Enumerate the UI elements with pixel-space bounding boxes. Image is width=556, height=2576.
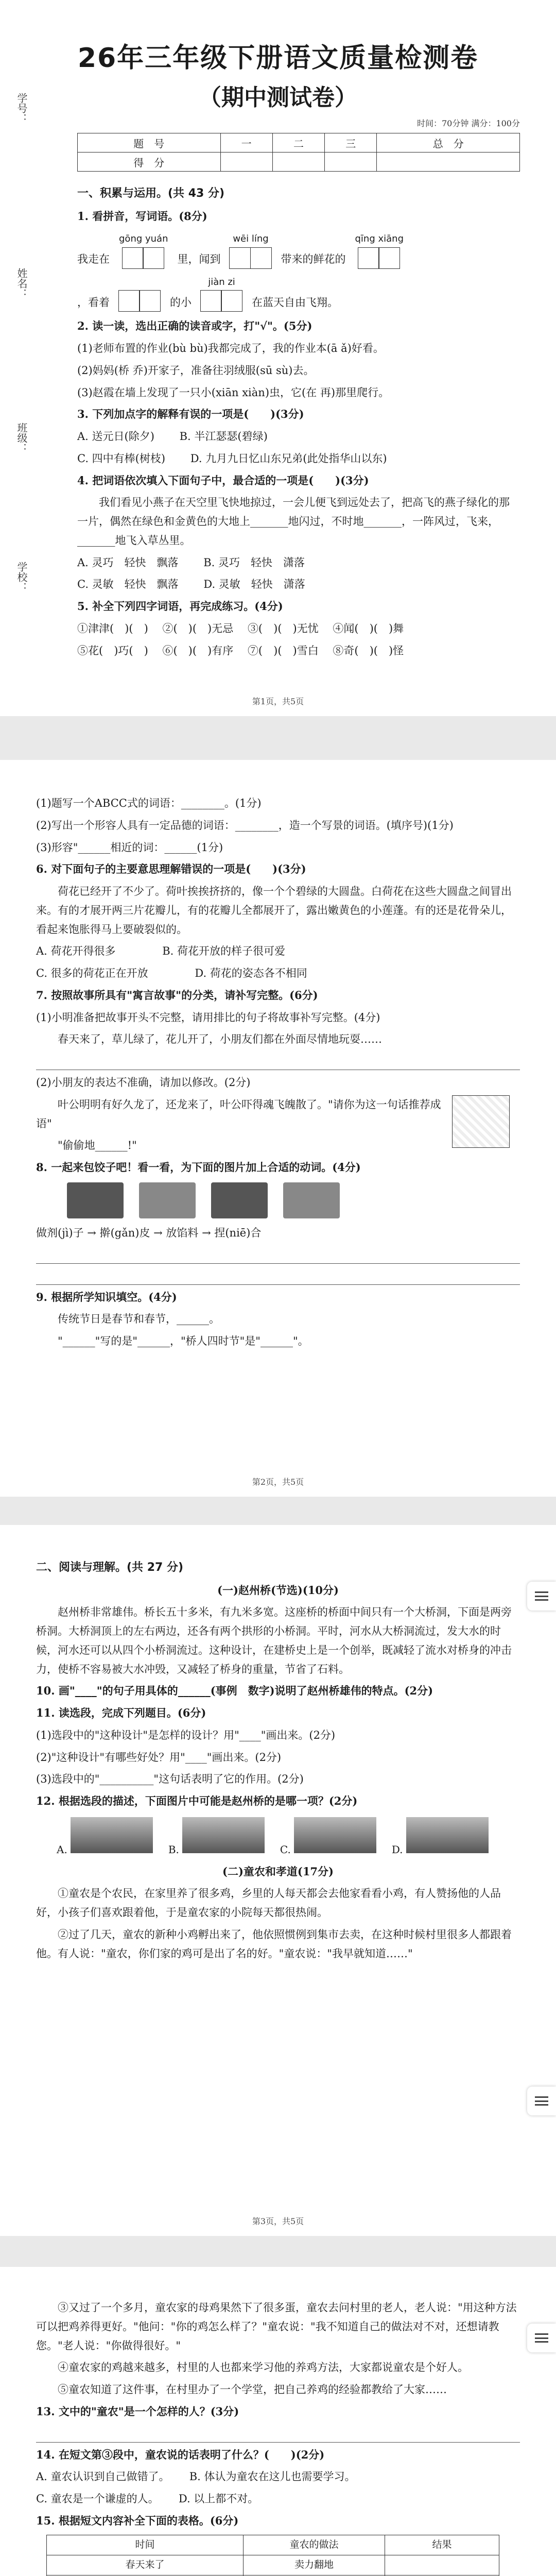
page-footer: 第2页，共5页 xyxy=(252,1477,304,1487)
q5-row xyxy=(77,619,520,638)
q7-part-1: (1)小明准备把故事开头不完整，请用排比的句子将故事补写完整。(4分) xyxy=(36,1011,380,1024)
q3-option-c[interactable]: C. 四中有棒(树枝) xyxy=(77,452,166,465)
exam-page-3 xyxy=(0,1525,556,2236)
reading-2-paragraph: ①童农是个农民，在家里养了很多鸡，乡里的人每天都会去他家看看小鸡，有人赞扬他的人品好，小孩子们喜欢跟着他，于是童农家的小院每天都很热闹。 xyxy=(36,1887,501,1919)
score-table xyxy=(77,133,520,172)
q6-options xyxy=(36,964,520,983)
q4-option-b[interactable]: B. 灵巧 轻快 潇落 xyxy=(203,556,305,569)
pinyin-text: qīng xiāng xyxy=(355,233,404,245)
q1-text: 我走在 xyxy=(77,253,110,265)
side-menu-button[interactable] xyxy=(527,2087,556,2115)
q9-line: 传统节日是春节和春节，______。 xyxy=(58,1313,220,1326)
q7-part-2: (2)小朋友的表达不准确，请加以修改。(2分) xyxy=(36,1076,251,1089)
q11-part: (2)"这种设计"有哪些好处？用"____"画出来。(2分) xyxy=(36,1751,282,1764)
menu-icon xyxy=(535,1591,548,1601)
reading-2-paragraph: ②过了几天，童农的新种小鸡孵出来了，他依照惯例到集市去卖，在这种时候村里很多人都跟着他。有人说："童农，你们家的鸡可是出了名的好。"童农说："我早就知道……" xyxy=(36,1928,512,1960)
section-heading: 二、阅读与理解。(共 27 分) xyxy=(36,1561,184,1574)
question-6: 6. 对下面句子的主要意思理解错误的一项是( )(3分) xyxy=(36,862,306,876)
dumpling-chain: 做剂(jì)子 → 擀(gǎn)皮 → 放馅料 → 捏(niē)合 xyxy=(36,1226,262,1239)
pinyin-group xyxy=(119,231,168,269)
q1-text: 里，闻到 xyxy=(177,253,221,265)
side-label-school: 学校： xyxy=(15,562,28,592)
side-label-name: 姓名： xyxy=(15,268,28,299)
dumpling-step-image xyxy=(139,1182,196,1218)
writing-grid[interactable] xyxy=(123,247,164,269)
dumpling-step-label: 放馅料 xyxy=(166,1226,199,1239)
q14-option-d[interactable]: D. 以上都不对。 xyxy=(178,2493,259,2505)
question-9: 9. 根据所学知识填空。(4分) xyxy=(36,1290,177,1303)
score-header-cell: 总 分 xyxy=(377,133,520,152)
dumpling-step-image xyxy=(211,1182,268,1218)
score-cell xyxy=(325,152,377,172)
pinyin-text: wēi líng xyxy=(233,233,269,245)
pinyin-text: jiàn zi xyxy=(208,276,235,287)
menu-icon xyxy=(535,2333,548,2343)
q11-part: (1)选段中的"这种设计"是怎样的设计？用"____"画出来。(2分) xyxy=(36,1728,336,1741)
pinyin-group xyxy=(230,231,272,269)
question-14: 14. 在短文第③段中，童农说的话表明了什么？( )(2分) xyxy=(36,2448,325,2461)
q4-passage: 我们看见小燕子在天空里飞快地掠过，一会儿便飞到远处去了，把高飞的燕子绿化的那一片，偶然在绿色和金黄色的大地上_______地闪过，不时地_______，一阵风过，飞来，_______地飞入草丛里。 xyxy=(77,496,510,547)
bridge-options xyxy=(57,1817,520,1859)
q5-row xyxy=(77,641,520,660)
score-header-cell: 二 xyxy=(272,133,324,152)
exam-page-1 xyxy=(0,0,556,716)
pinyin-row-1 xyxy=(77,231,520,269)
reading-2-paragraph: ③又过了一个多月，童农家的母鸡果然下了很多蛋，童农去问村里的老人，老人说："用这种方法可以把鸡养得更好。"他问："你的鸡怎么样了？"童农说："我不知道自己的做法对不对，还想请教您。"老人说："你做得很好。" xyxy=(36,2301,517,2352)
idiom-blank[interactable]: ⑦( )( )雪白 xyxy=(247,644,319,657)
writing-grid[interactable] xyxy=(119,290,161,312)
question-12: 12. 根据选段的描述，下面图片中可能是赵州桥的是哪一项？(2分) xyxy=(36,1794,358,1807)
q1-text: 带来的鲜花的 xyxy=(281,253,346,265)
dumpling-step-label: 擀(gǎn)皮 xyxy=(99,1226,150,1239)
score-header-cell: 题 号 xyxy=(78,133,221,152)
answer-line[interactable] xyxy=(36,2425,520,2443)
table-cell: 卖力翻地 xyxy=(243,2555,385,2575)
option-letter: C. xyxy=(280,1843,291,1856)
q4-option-d[interactable]: D. 灵敏 轻快 潇落 xyxy=(203,578,305,591)
q6-option-a[interactable]: A. 荷花开得很多 xyxy=(36,945,116,958)
side-label-class: 班级： xyxy=(15,422,28,453)
side-label-student-id: 学号： xyxy=(15,93,28,124)
q4-option-c[interactable]: C. 灵敏 轻快 飘落 xyxy=(77,578,179,591)
answer-line[interactable] xyxy=(36,1052,520,1070)
table-header-cell: 结果 xyxy=(385,2535,499,2555)
question-8: 8. 一起来包饺子吧！看一看，为下面的图片加上合适的动词。(4分) xyxy=(36,1161,361,1174)
idiom-blank[interactable]: ③( )( )无忧 xyxy=(247,622,319,635)
score-cell xyxy=(272,152,324,172)
question-7: 7. 按照故事所具有"寓言故事"的分类，请补写完整。(6分) xyxy=(36,988,318,1002)
idiom-blank[interactable]: ①津津( )( ) xyxy=(77,622,148,635)
q14-option-c[interactable]: C. 童农是一个谦虚的人。 xyxy=(36,2493,154,2505)
exam-subtitle: （期中测试卷） xyxy=(199,84,357,111)
exam-page-2 xyxy=(0,760,556,1497)
q7-part-1-text: 春天来了，草儿绿了，花儿开了，小朋友们都在外面尽情地玩耍…… xyxy=(58,1033,382,1046)
question-13: 13. 文中的"童农"是一个怎样的人？(3分) xyxy=(36,2404,239,2418)
q3-option-a[interactable]: A. 送元日(除夕) xyxy=(77,430,154,443)
dumpling-step-image xyxy=(283,1182,340,1218)
writing-grid[interactable] xyxy=(201,290,242,312)
page-footer: 第3页，共5页 xyxy=(252,2216,304,2226)
option-letter: B. xyxy=(168,1843,179,1856)
q3-options xyxy=(77,449,520,468)
reading-2-title: (二)童农和孝道(17分) xyxy=(222,1865,334,1878)
q3-options xyxy=(77,427,520,446)
bridge-image xyxy=(406,1817,489,1853)
question-4: 4. 把词语依次填入下面句子中，最合适的一项是( )(3分) xyxy=(77,473,369,487)
q6-options xyxy=(36,942,520,961)
bridge-image xyxy=(71,1817,153,1853)
idiom-blank[interactable]: ⑧奇( )( )怪 xyxy=(333,644,404,657)
reading-2-paragraph: ⑤童农知道了这件事，在村里办了一个学堂，把自己养鸡的经验都教给了大家…… xyxy=(58,2383,447,2396)
reading-2-paragraph: ④童农家的鸡越来越多，村里的人也都来学习他的养鸡方法，大家都说童农是个好人。 xyxy=(58,2361,468,2374)
table-cell: 春天来了 xyxy=(47,2555,244,2575)
side-menu-button[interactable] xyxy=(527,2324,556,2352)
q4-option-a[interactable]: A. 灵巧 轻快 飘落 xyxy=(77,556,179,569)
q5-subquestion: (2)写出一个形容人具有一定品德的词语：________，造一个写景的词语。(填序号)(1分) xyxy=(36,819,454,832)
dumpling-image-row xyxy=(67,1182,520,1218)
table-header-cell: 童农的做法 xyxy=(243,2535,385,2555)
question-15: 15. 根据短文内容补全下面的表格。(6分) xyxy=(36,2514,239,2527)
section-heading: 一、积累与运用。(共 43 分) xyxy=(77,187,225,200)
writing-grid[interactable] xyxy=(230,247,272,269)
idiom-blank[interactable]: ②( )( )无忌 xyxy=(162,622,234,635)
q1-text: 的小 xyxy=(170,296,192,309)
bridge-option-a[interactable] xyxy=(57,1817,153,1859)
cartoon-illustration xyxy=(452,1095,510,1148)
table-header-cell: 时间 xyxy=(47,2535,244,2555)
q5-subquestion: (3)形容"______相近的词：______(1分) xyxy=(36,841,223,854)
q6-passage: 荷花已经开了不少了。荷叶挨挨挤挤的，像一个个碧绿的大圆盘。白荷花在这些大圆盘之间冒出来。有的才展开两三片花瓣儿，有的花瓣儿全都展开了，露出嫩黄色的小莲蓬。有的还是花骨朵儿，看起来饱胀得马上要破裂似的。 xyxy=(36,885,512,936)
pinyin-group xyxy=(201,274,242,312)
q7-part-2-text: 叶公明明有好久龙了，还龙来了，叶公吓得魂飞魄散了。"请你为这一句话推荐成语" xyxy=(36,1098,441,1130)
bridge-option-b[interactable] xyxy=(168,1817,265,1859)
page-footer: 第1页，共5页 xyxy=(252,697,304,706)
score-cell xyxy=(377,152,520,172)
question-10: 10. 画"____"的句子用具体的______(事例 数字)说明了赵州桥雄伟的特点。(2分) xyxy=(36,1684,433,1698)
reading-1-title: (一)赵州桥(节选)(10分) xyxy=(217,1583,339,1597)
question-3: 3. 下列加点字的解释有误的一项是( )(3分) xyxy=(77,408,304,421)
pinyin-row-2 xyxy=(77,274,520,312)
score-header-cell: 一 xyxy=(220,133,272,152)
q14-option-a[interactable]: A. 童农认识到自己做错了。 xyxy=(36,2470,165,2483)
exam-meta: 时间：70分钟 满分：100分 xyxy=(417,118,520,128)
q6-option-c[interactable]: C. 很多的荷花正在开放 xyxy=(36,967,148,979)
menu-icon xyxy=(535,2096,548,2106)
question-5: 5. 补全下列四字词语，再完成练习。(4分) xyxy=(77,600,283,613)
exam-page-4 xyxy=(0,2267,556,2576)
score-cell xyxy=(220,152,272,172)
pinyin-group xyxy=(355,231,404,269)
bridge-image xyxy=(294,1817,376,1853)
answer-line[interactable] xyxy=(36,1267,520,1285)
q14-options xyxy=(36,2489,520,2509)
answer-line[interactable] xyxy=(36,1246,520,1264)
bridge-image xyxy=(182,1817,265,1853)
score-header-cell: 三 xyxy=(325,133,377,152)
q2-item: (2)妈妈(桥 乔)开家子，准备往羽绒服(sū sù)去。 xyxy=(77,364,315,377)
q3-option-b[interactable]: B. 半江瑟瑟(碧绿) xyxy=(179,430,268,443)
question-11: 11. 读选段，完成下列题目。(6分) xyxy=(36,1706,206,1719)
q6-option-b[interactable]: B. 荷花开放的样子很可爱 xyxy=(162,945,285,958)
idiom-blank[interactable]: ⑤花( )巧( ) xyxy=(77,644,148,657)
q3-option-d[interactable]: D. 九月九日忆山东兄弟(此处指华山以东) xyxy=(190,452,387,465)
exam-title: 26年三年级下册语文质量检测卷 xyxy=(77,43,479,74)
q7-part-3: "偷偷地______!" xyxy=(58,1139,137,1152)
table-cell[interactable] xyxy=(385,2555,499,2575)
bridge-option-d[interactable] xyxy=(392,1817,489,1859)
q14-options xyxy=(36,2467,520,2486)
pinyin-text: gōng yuán xyxy=(119,233,168,245)
q2-item: (3)赵霞在墙上发现了一只小(xiān xiàn)虫，它(在 再)那里爬行。 xyxy=(77,386,390,399)
option-letter: A. xyxy=(57,1843,67,1856)
option-letter: D. xyxy=(391,1843,403,1856)
q1-text: ，看着 xyxy=(77,296,110,309)
idiom-blank[interactable]: ⑥( )( )有序 xyxy=(162,644,234,657)
dumpling-step-label: 做剂(jì)子 xyxy=(36,1226,84,1239)
side-menu-button[interactable] xyxy=(527,1582,556,1611)
dumpling-step-image xyxy=(67,1182,124,1218)
q4-options xyxy=(77,575,520,594)
question-1: 1. 看拼音，写词语。(8分) xyxy=(77,209,207,223)
q6-option-d[interactable]: D. 荷花的姿态各不相同 xyxy=(195,967,307,979)
dumpling-step-label: 捏(niē)合 xyxy=(214,1226,262,1239)
q15-table xyxy=(46,2535,499,2576)
q9-line: "______"写的是"______，"桥人四时节"是"______"。 xyxy=(58,1335,309,1347)
q5-subquestion: (1)题写一个ABCC式的词语：________。(1分) xyxy=(36,797,262,809)
q2-item: (1)老师布置的作业(bù bù)我都完成了，我的作业本(ā ǎ)好看。 xyxy=(77,342,384,354)
q14-option-b[interactable]: B. 体认为童农在这儿也需要学习。 xyxy=(189,2470,356,2483)
question-2: 2. 读一读，选出正确的读音或字，打"√"。(5分) xyxy=(77,319,312,333)
bridge-option-c[interactable] xyxy=(280,1817,376,1859)
q11-part: (3)选段中的"__________"这句话表明了它的作用。(2分) xyxy=(36,1773,304,1786)
idiom-blank[interactable]: ④闻( )( )舞 xyxy=(333,622,404,635)
reading-1-passage: 赵州桥非常雄伟。桥长五十多米，有九米多宽。这座桥的桥面中间只有一个大桥洞，下面是两旁桥洞。大桥洞顶上的左右两边，还各有两个拱形的小桥洞。平时，河水从大桥洞流过，发大水的时候，河水还可以从四个小桥洞流过。这种设计，在建桥史上是一个创举，既减轻了流水对桥身的冲击力，使桥不容易被大水冲毁，又减轻了桥身的重量，节省了石料。 xyxy=(36,1606,512,1675)
q4-options xyxy=(77,553,520,572)
writing-grid[interactable] xyxy=(358,247,400,269)
score-row-label: 得 分 xyxy=(78,152,221,172)
q1-text: 在蓝天自由飞翔。 xyxy=(252,296,338,309)
